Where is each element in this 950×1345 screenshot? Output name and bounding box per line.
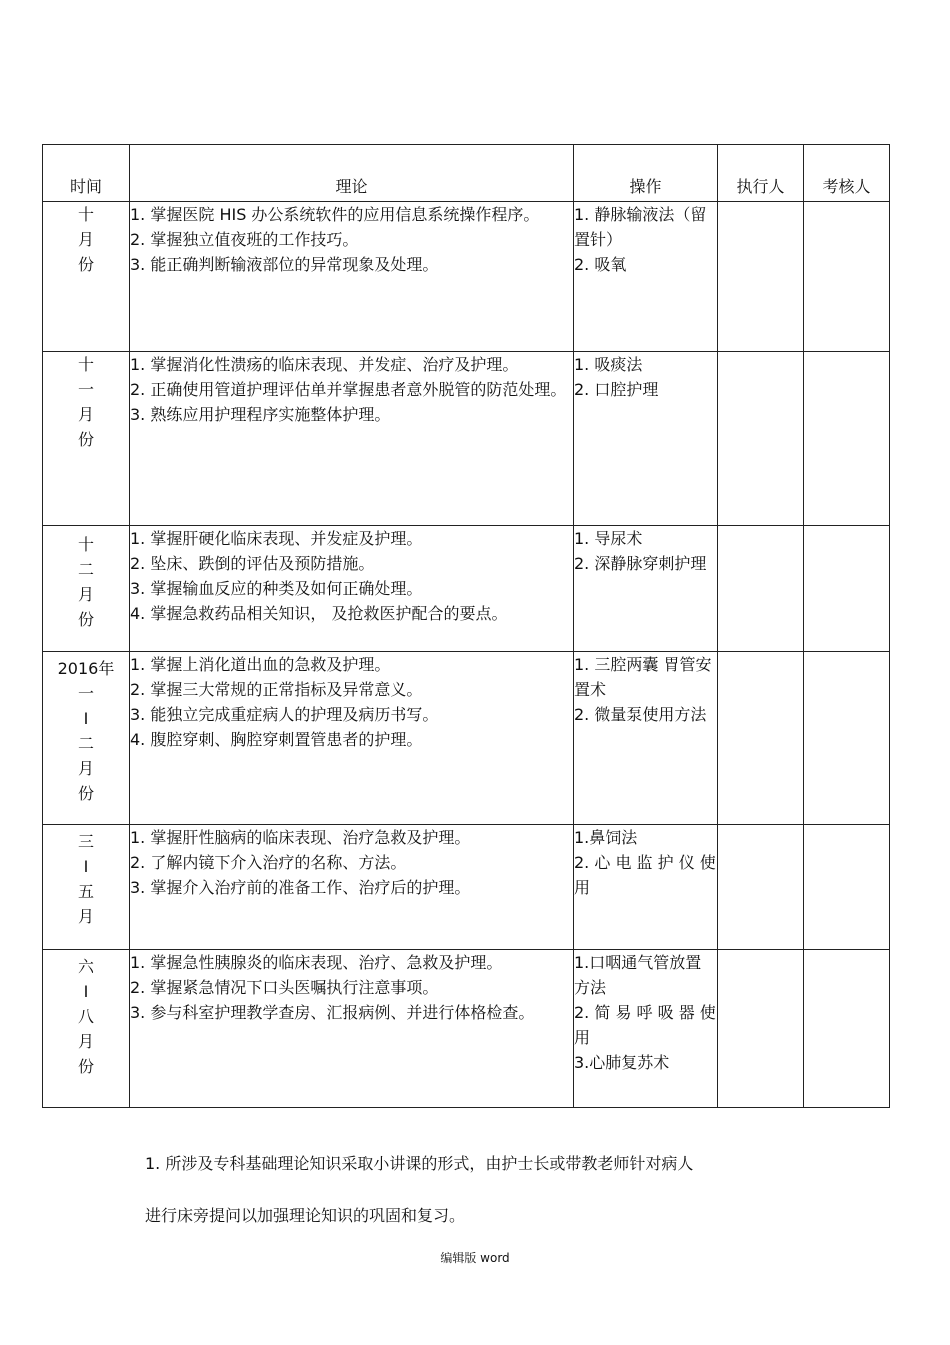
executor-cell[interactable] xyxy=(718,352,804,526)
time-label: 月 xyxy=(77,405,94,424)
time-label: 份 xyxy=(77,255,94,274)
time-cell xyxy=(43,202,130,352)
notes-line: 进行床旁提问以加强理论知识的巩固和复习。 xyxy=(145,1206,466,1225)
assessor-cell[interactable] xyxy=(804,202,890,352)
operation-cell xyxy=(574,352,718,526)
theory-cell xyxy=(130,202,574,352)
time-label: 月 xyxy=(77,1032,94,1051)
assessor-cell[interactable] xyxy=(804,526,890,652)
table-row xyxy=(43,352,890,526)
notes-line: 1. 所涉及专科基础理论知识采取小讲课的形式，由护士长或带教老师针对病人 xyxy=(145,1154,694,1173)
theory-item: 2. 了解内镜下介入治疗的名称、方法。 xyxy=(130,853,407,872)
operation-item: 1. 吸痰法 xyxy=(574,355,643,374)
executor-cell[interactable] xyxy=(718,202,804,352)
time-label: I xyxy=(83,982,89,1001)
theory-item: 3. 掌握输血反应的种类及如何正确处理。 xyxy=(130,579,423,598)
time-cell xyxy=(43,950,130,1108)
page-footer: 编辑版 word xyxy=(440,1251,510,1265)
time-label: 二 xyxy=(77,734,94,753)
time-label: 二 xyxy=(77,560,94,579)
operation-item: 2. 口腔护理 xyxy=(574,380,659,399)
operation-item: 1. 导尿术 xyxy=(574,529,643,548)
theory-item: 2. 正确使用管道护理评估单并掌握患者意外脱管的防范处理。 xyxy=(130,380,567,399)
operation-cell xyxy=(574,652,718,825)
assessor-cell[interactable] xyxy=(804,352,890,526)
theory-item: 1. 掌握肝性脑病的临床表现、治疗急救及护理。 xyxy=(130,828,471,847)
operation-item: 1.鼻饲法 xyxy=(574,828,638,847)
theory-item: 2. 掌握独立值夜班的工作技巧。 xyxy=(130,230,359,249)
operation-item: 2. 微量泵使用方法 xyxy=(574,705,707,724)
operation-item: 2. 简 易 呼 吸 器 使用 xyxy=(574,1003,716,1047)
time-label: 月 xyxy=(77,585,94,604)
operation-item: 1. 静脉输液法（留置针） xyxy=(574,205,707,249)
training-plan-table xyxy=(42,144,890,1108)
header-executor: 执行人 xyxy=(718,145,804,202)
theory-item: 3. 熟练应用护理程序实施整体护理。 xyxy=(130,405,391,424)
time-label: 月 xyxy=(77,759,94,778)
table-row xyxy=(43,526,890,652)
time-cell xyxy=(43,526,130,652)
time-label: 三 xyxy=(77,832,94,851)
theory-item: 1. 掌握上消化道出血的急救及护理。 xyxy=(130,655,391,674)
table-header-row xyxy=(43,145,890,202)
time-label: 月 xyxy=(77,907,94,926)
theory-cell xyxy=(130,352,574,526)
theory-item: 1. 掌握医院 HIS 办公系统软件的应用信息系统操作程序。 xyxy=(130,205,540,224)
operation-cell xyxy=(574,825,718,950)
time-label: 份 xyxy=(77,430,94,449)
theory-item: 3. 能正确判断输液部位的异常现象及处理。 xyxy=(130,255,439,274)
operation-item: 1.口咽通气管放置方法 xyxy=(574,953,702,997)
theory-cell xyxy=(130,652,574,825)
theory-item: 2. 掌握三大常规的正常指标及异常意义。 xyxy=(130,680,423,699)
time-label: 五 xyxy=(77,882,94,901)
theory-item: 1. 掌握消化性溃疡的临床表现、并发症、治疗及护理。 xyxy=(130,355,519,374)
time-label: 份 xyxy=(77,610,94,629)
assessor-cell[interactable] xyxy=(804,652,890,825)
time-label: 一 xyxy=(77,684,94,703)
operation-item: 2. 吸氧 xyxy=(574,255,627,274)
theory-item: 1. 掌握急性胰腺炎的临床表现、治疗、急救及护理。 xyxy=(130,953,503,972)
executor-cell[interactable] xyxy=(718,825,804,950)
operation-item: 2. 深静脉穿刺护理 xyxy=(574,554,707,573)
time-label: I xyxy=(83,857,89,876)
time-label: I xyxy=(83,709,89,728)
time-cell xyxy=(43,652,130,825)
theory-item: 3. 掌握介入治疗前的准备工作、治疗后的护理。 xyxy=(130,878,471,897)
theory-cell xyxy=(130,950,574,1108)
assessor-cell[interactable] xyxy=(804,950,890,1108)
time-cell xyxy=(43,825,130,950)
time-label: 八 xyxy=(77,1007,94,1026)
operation-cell xyxy=(574,950,718,1108)
time-cell xyxy=(43,352,130,526)
time-label: 十 xyxy=(77,535,94,554)
theory-item: 4. 掌握急救药品相关知识， 及抢救医护配合的要点。 xyxy=(130,604,508,623)
theory-item: 3. 能独立完成重症病人的护理及病历书写。 xyxy=(130,705,439,724)
time-label: 一 xyxy=(77,380,94,399)
theory-item: 4. 腹腔穿刺、胸腔穿刺置管患者的护理。 xyxy=(130,730,423,749)
table-row xyxy=(43,202,890,352)
operation-cell xyxy=(574,526,718,652)
time-label: 月 xyxy=(77,230,94,249)
executor-cell[interactable] xyxy=(718,652,804,825)
header-time: 时间 xyxy=(43,145,130,202)
time-label: 份 xyxy=(77,784,94,803)
executor-cell[interactable] xyxy=(718,950,804,1108)
time-label: 份 xyxy=(77,1057,94,1076)
theory-cell xyxy=(130,825,574,950)
operation-cell xyxy=(574,202,718,352)
time-label: 2016年 xyxy=(57,659,115,678)
header-assessor: 考核人 xyxy=(804,145,890,202)
operation-item: 3.心肺复苏术 xyxy=(574,1053,670,1072)
theory-item: 3. 参与科室护理教学查房、汇报病例、并进行体格检查。 xyxy=(130,1003,535,1022)
table-row xyxy=(43,950,890,1108)
time-label: 十 xyxy=(77,205,94,224)
theory-item: 2. 坠床、跌倒的评估及预防措施。 xyxy=(130,554,375,573)
operation-item: 1. 三腔两囊 胃管安置术 xyxy=(574,655,712,699)
time-label: 六 xyxy=(77,957,94,976)
table-row xyxy=(43,652,890,825)
assessor-cell[interactable] xyxy=(804,825,890,950)
header-theory: 理论 xyxy=(130,145,574,202)
executor-cell[interactable] xyxy=(718,526,804,652)
notes-paragraph xyxy=(145,1138,865,1242)
theory-item: 2. 掌握紧急情况下口头医嘱执行注意事项。 xyxy=(130,978,439,997)
operation-item: 2. 心 电 监 护 仪 使用 xyxy=(574,853,716,897)
theory-item: 1. 掌握肝硬化临床表现、并发症及护理。 xyxy=(130,529,423,548)
header-operation: 操作 xyxy=(574,145,718,202)
table-row xyxy=(43,825,890,950)
theory-cell xyxy=(130,526,574,652)
time-label: 十 xyxy=(77,355,94,374)
